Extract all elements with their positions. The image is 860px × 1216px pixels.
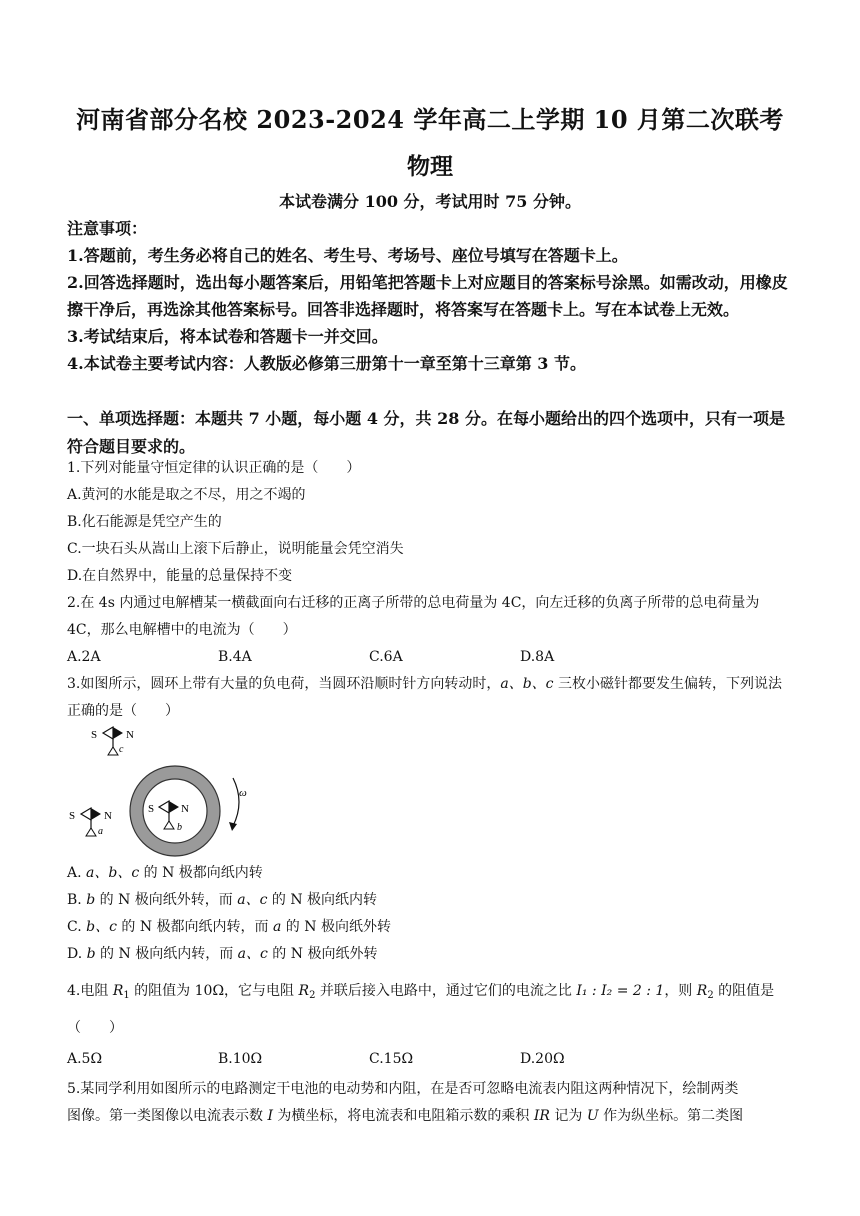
score-line: 本试卷满分 100 分，考试用时 75 分钟。 (279, 192, 581, 211)
question-line: 图像。第一类图像以电流表示数 I 为横坐标，将电流表和电阻箱示数的乘积 IR 记为 U 作为纵坐标。第二类图 (67, 1108, 744, 1124)
option-a: A.2A (67, 649, 101, 665)
question-3-options (67, 860, 795, 968)
stem-text: 三枚小磁针都要发生偏转，下列说法正确的是（ ） (67, 676, 782, 719)
figure-label: S (91, 729, 98, 741)
answer-blank: （ ） (67, 1020, 123, 1036)
question-stem: 2.在 4s 内通过电解槽某一横截面向右迁移的正离子所带的总电荷量为 4C，向左迁移的负离子所带的总电荷量为 4C，那么电解槽中的电流为（ ） (67, 595, 760, 638)
exam-title: 河南省部分名校 2023-2024 学年高二上学期 10 月第二次联考 (76, 105, 784, 134)
figure-label: N (181, 803, 189, 815)
figure-label: S (69, 810, 76, 822)
figure-label: N (104, 810, 112, 822)
notes-block (67, 215, 795, 377)
section-heading: 一、单项选择题：本题共 7 小题，每小题 4 分，共 28 分。在每小题给出的四个选项中，只有一项是符合题目要求的。 (67, 409, 785, 456)
figure-label: b (177, 822, 182, 833)
option-a: A.黄河的水能是取之不尽，用之不竭的 (67, 487, 306, 503)
stem-text: 3.如图所示，圆环上带有大量的负电荷，当圆环沿顺时针方向转动时， (67, 676, 501, 692)
question-3-stem (67, 671, 795, 725)
note-item: 2.回答选择题时，选出每小题答案后，用铅笔把答题卡上对应题目的答案标号涂黑。如需改动，用橡皮擦干净后，再选涂其他答案标号。回答非选择题时，将答案写在答题卡上。写在本试卷上无效。 (67, 273, 788, 319)
exam-subject: 物理 (407, 153, 453, 180)
question-1 (67, 455, 795, 590)
option-c: C.6A (369, 649, 403, 665)
option-a: A.5Ω (67, 1051, 103, 1067)
question-stem (67, 671, 795, 725)
option-c: C. b、c 的 N 极都向纸内转，而 a 的 N 极向纸外转 (67, 919, 391, 935)
figure-label: N (126, 729, 134, 741)
compass-a-icon (69, 808, 112, 837)
question-5 (67, 1076, 795, 1130)
option-d: D.20Ω (520, 1051, 565, 1067)
question-2 (67, 590, 795, 671)
figure-label: S (148, 803, 155, 815)
question-line: 5.某同学利用如图所示的电路测定干电池的电动势和内阻，在是否可忽略电流表内阻这两种情况下，绘制两类 (67, 1081, 739, 1097)
option-b: B.10Ω (218, 1051, 263, 1067)
note-item: 3.考试结束后，将本试卷和答题卡一并交回。 (67, 327, 388, 346)
figure-label: c (119, 744, 124, 755)
figure-label: a (98, 826, 103, 837)
magnetic-ring-figure (67, 722, 257, 862)
compass-c-icon (91, 727, 134, 755)
note-item: 1.答题前，考生务必将自己的姓名、考生号、考场号、座位号填写在答题卡上。 (67, 246, 628, 265)
question-stem: 4.电阻 $R_1$ 的阻值为 10Ω，它与电阻 $R_2$ 并联后接入电路中，通过它们的电流之比 I₁ : I₂ = 2 : 1，则 $R_2$ 的阻值是 (67, 983, 775, 1001)
question-stem: 1.下列对能量守恒定律的认识正确的是（ ） (67, 460, 361, 476)
option-d: D.8A (520, 649, 555, 665)
rotation-arrow-icon (229, 778, 247, 831)
option-b: B.化石能源是凭空产生的 (67, 514, 222, 530)
option-c: C.一块石头从嵩山上滚下后静止，说明能量会凭空消失 (67, 541, 404, 557)
options-row (67, 644, 795, 671)
option-a: A. a、b、c 的 N 极都向纸内转 (67, 865, 263, 881)
charged-ring-icon (130, 766, 220, 856)
option-c: C.15Ω (369, 1051, 414, 1067)
notes-heading: 注意事项： (67, 219, 148, 238)
option-b: B. b 的 N 极向纸外转，而 a、c 的 N 极向纸内转 (67, 892, 378, 908)
stem-vars: a、b、c (500, 676, 554, 692)
question-4 (67, 978, 795, 1073)
option-d: D. b 的 N 极向纸内转，而 a、c 的 N 极向纸外转 (67, 946, 378, 962)
option-d: D.在自然界中，能量的总量保持不变 (67, 568, 293, 584)
figure-label: ω (239, 787, 247, 799)
options-row (67, 1046, 795, 1073)
note-item: 4.本试卷主要考试内容：人教版必修第三册第十一章至第十三章第 3 节。 (67, 354, 586, 373)
option-b: B.4A (218, 649, 252, 665)
